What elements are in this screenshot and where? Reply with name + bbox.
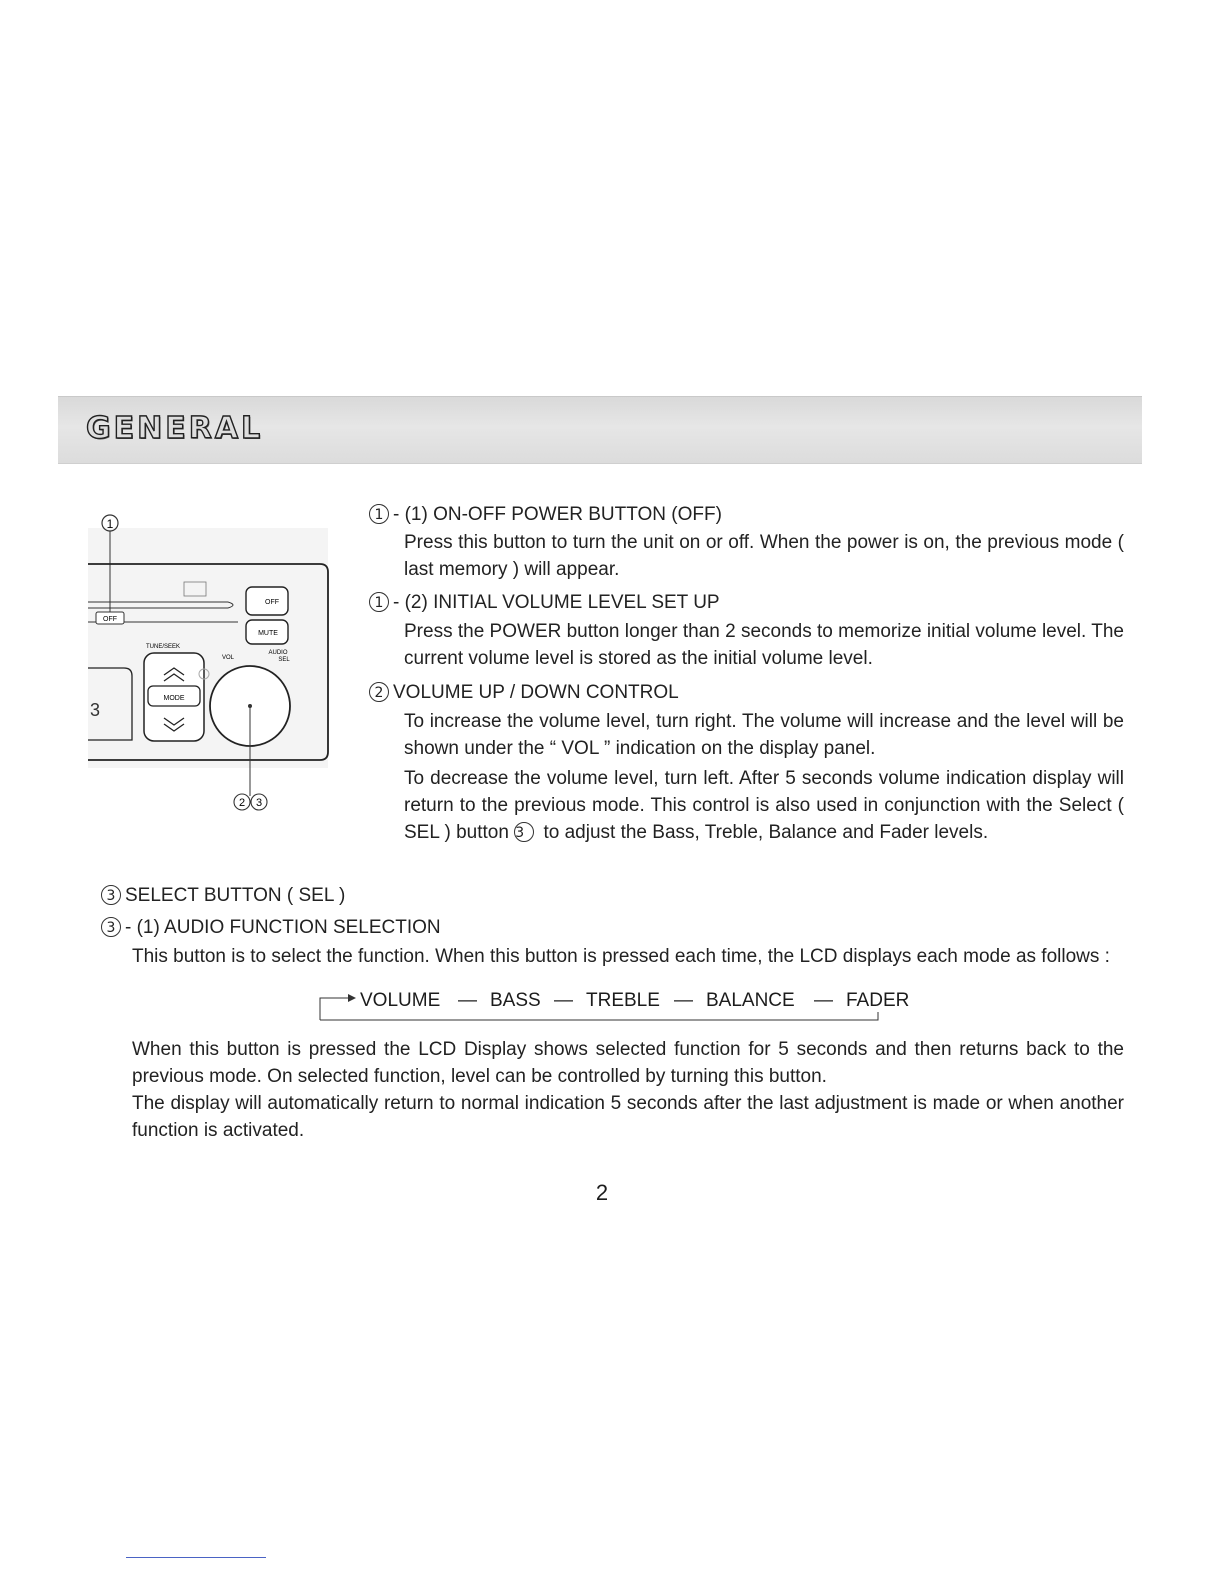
flow-item-balance: BALANCE [706, 990, 795, 1011]
flow-item-treble: TREBLE [586, 990, 660, 1011]
heading-volume-control: 2 VOLUME UP / DOWN CONTROL [369, 682, 679, 704]
radio-faceplate-illustration [88, 508, 338, 813]
flow-item-volume: VOLUME [360, 990, 441, 1011]
page-number: 2 [595, 1180, 609, 1205]
heading-initial-volume: 1 - (2) INITIAL VOLUME LEVEL SET UP [369, 592, 720, 614]
circled-number-2: 2 [369, 682, 389, 702]
svg-text:AUDIO: AUDIO [268, 650, 288, 656]
footer-rule [126, 1557, 266, 1558]
callout-1-label: 1 [106, 517, 114, 531]
circled-number-1: 1 [369, 504, 389, 524]
svg-text:2: 2 [238, 797, 246, 809]
callout-23-label: 2 3 [88, 508, 90, 509]
flow-arrow: — [554, 990, 573, 1011]
heading-power-button: 1 - (1) ON-OFF POWER BUTTON (OFF) [369, 504, 722, 526]
section-title: GENERAL [86, 411, 264, 446]
mode-label: MODE [163, 695, 185, 702]
volume-decrease-description: To decrease the volume level, turn left. After 5 seconds volume indication display will return to the previous mode. This control is also used in conjunction with the Select ( SEL ) button 3 to adjust the Bass, Treble, Balance and Fader levels. [404, 768, 1124, 843]
tune-seek-label: TUNE/SEEK [145, 644, 181, 650]
svg-text:OFF: OFF [265, 599, 279, 606]
svg-text:SEL: SEL [278, 657, 290, 663]
flow-arrow: — [458, 990, 477, 1011]
heading-audio-function: 3 - (1) AUDIO FUNCTION SELECTION [101, 917, 441, 939]
volume-increase-description: To increase the volume level, turn right. The volume will increase and the level will be shown under the “ VOL ” indication on the display panel. [404, 711, 1124, 759]
circled-number-3: 3 [514, 822, 534, 842]
flow-arrow: — [674, 990, 693, 1011]
power-button-description: Press this button to turn the unit on or off. When the power is on, the previous mode ( last memory ) will appear. [404, 532, 1124, 580]
closing-paragraph-2: The display will automatically return to normal indication 5 seconds after the last adjustment is made or when another function is activated. [132, 1093, 1124, 1141]
circled-number-3: 3 [101, 917, 121, 937]
flow-item-bass: BASS [490, 990, 541, 1011]
function-cycle-diagram [318, 990, 910, 1024]
closing-paragraph-1: When this button is pressed the LCD Display shows selected function for 5 seconds and then returns back to the previous mode. On selected function, level can be controlled by turning this button. [132, 1039, 1124, 1087]
circled-number-3: 3 [101, 885, 121, 905]
off-label: OFF [103, 616, 117, 623]
flow-item-fader: FADER [846, 990, 910, 1011]
flow-arrow: — [814, 990, 833, 1011]
svg-text:3: 3 [255, 797, 263, 809]
heading-select-button: 3 SELECT BUTTON ( SEL ) [101, 885, 345, 907]
vol-label: VOL [221, 655, 235, 661]
circled-number-1: 1 [369, 592, 389, 612]
svg-text:3: 3 [90, 700, 101, 720]
mute-label: MUTE [258, 630, 278, 637]
audio-function-description: This button is to select the function. When this button is pressed each time, the LCD displays each mode as follows : [132, 946, 1110, 967]
initial-volume-description: Press the POWER button longer than 2 seconds to memorize initial volume level. The current volume level is stored as the initial volume level. [404, 621, 1124, 669]
section-banner [58, 396, 1142, 464]
